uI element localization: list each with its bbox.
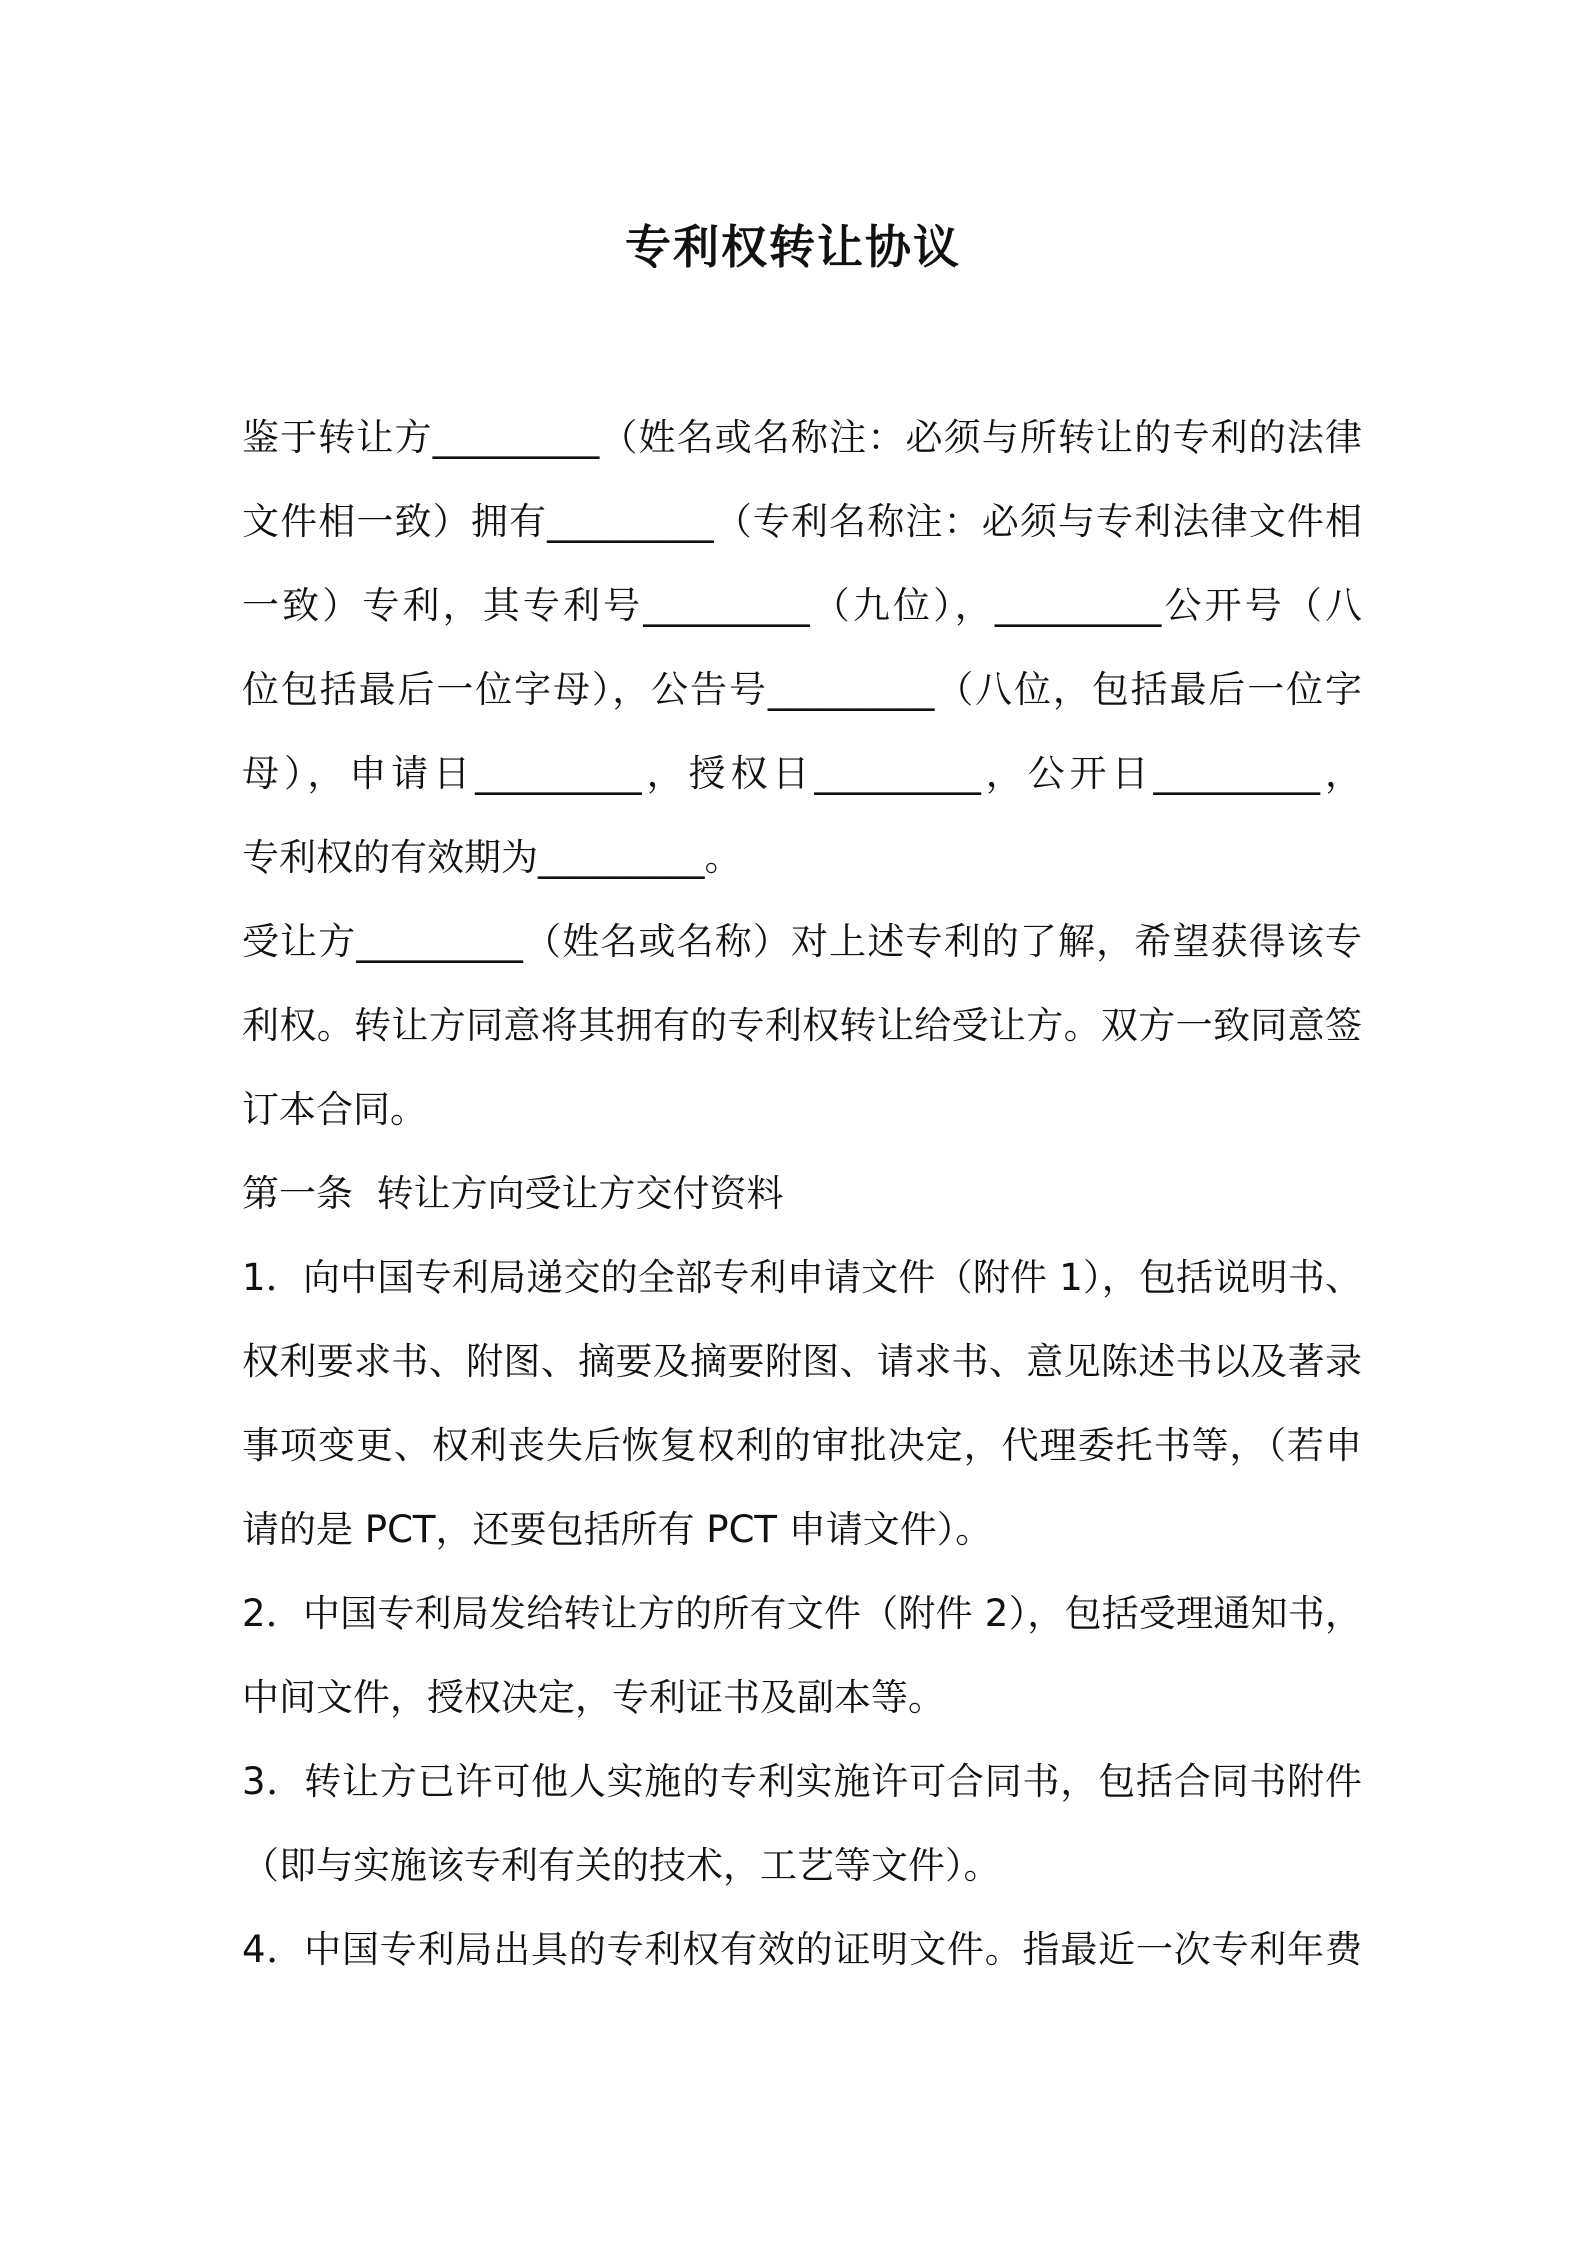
body-line: 请的是 PCT，还要包括所有 PCT 申请文件）。 bbox=[242, 1508, 993, 1551]
body-line: 2．中国专利局发给转让方的所有文件（附件 2），包括受理通知书， bbox=[242, 1592, 1362, 1635]
body-line: 中间文件，授权决定，专利证书及副本等。 bbox=[242, 1676, 945, 1719]
body-line: 事项变更、权利丧失后恢复权利的审批决定，代理委托书等，（若申 bbox=[242, 1424, 1362, 1467]
body-line: 文件相一致）拥有_________（专利名称注：必须与专利法律文件相 bbox=[242, 500, 1362, 543]
body-line: 3．转让方已许可他人实施的专利实施许可合同书，包括合同书附件 bbox=[242, 1760, 1362, 1803]
body-line: 位包括最后一位字母），公告号_________（八位，包括最后一位字 bbox=[242, 668, 1362, 711]
document-body bbox=[242, 396, 1362, 1992]
document-title: 专利权转让协议 bbox=[625, 220, 961, 274]
body-line: （即与实施该专利有关的技术，工艺等文件）。 bbox=[242, 1844, 1001, 1887]
body-line: 一致）专利，其专利号_________（九位），_________公开号（八 bbox=[242, 584, 1362, 627]
body-line: 1．向中国专利局递交的全部专利申请文件（附件 1），包括说明书、 bbox=[242, 1256, 1362, 1299]
body-line: 受让方_________（姓名或名称）对上述专利的了解，希望获得该专 bbox=[242, 920, 1362, 963]
body-line: 鉴于转让方_________（姓名或名称注：必须与所转让的专利的法律 bbox=[242, 416, 1362, 459]
body-line: 专利权的有效期为_________。 bbox=[242, 836, 742, 879]
body-line: 利权。转让方同意将其拥有的专利权转让给受让方。双方一致同意签 bbox=[242, 1004, 1362, 1047]
body-line: 权利要求书、附图、摘要及摘要附图、请求书、意见陈述书以及著录 bbox=[242, 1340, 1362, 1383]
body-line: 母），申请日_________，授权日_________，公开日_________， bbox=[242, 752, 1362, 795]
body-line: 4．中国专利局出具的专利权有效的证明文件。指最近一次专利年费 bbox=[242, 1928, 1362, 1971]
section-heading: 第一条 转让方向受让方交付资料 bbox=[242, 1172, 784, 1215]
body-line: 订本合同。 bbox=[242, 1088, 427, 1131]
